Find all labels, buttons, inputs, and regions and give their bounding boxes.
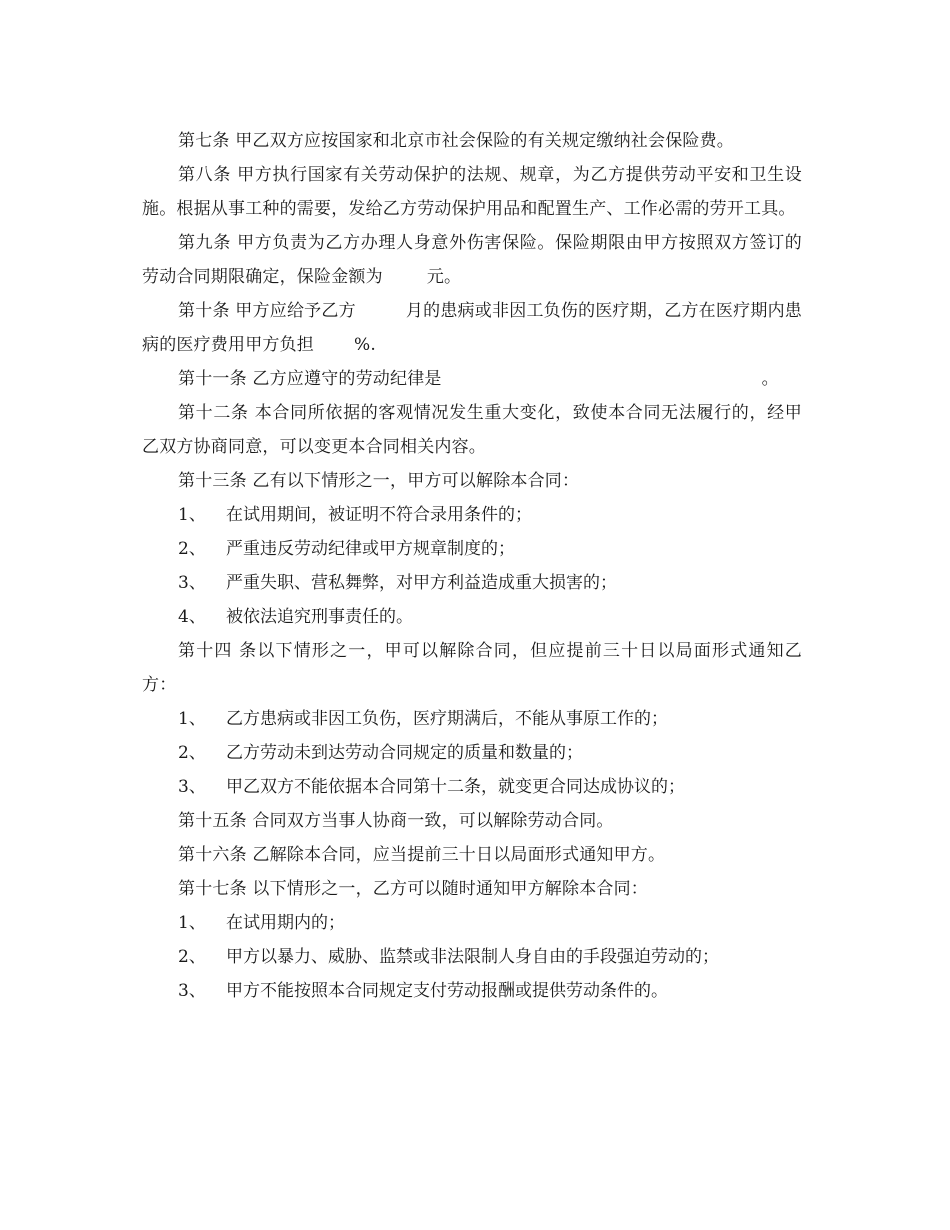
- list-item-number: 3、: [178, 573, 206, 593]
- list-item: [142, 566, 802, 600]
- list-item: [142, 498, 802, 532]
- list-item-text: 被依法追究刑事责任的。: [226, 607, 413, 627]
- list-item: [142, 532, 802, 566]
- list-item-text: 严重失职、营私舞弊，对甲方利益造成重大损害的；: [226, 573, 617, 593]
- article-11-end: 。: [761, 369, 779, 389]
- list-item-text: 严重违反劳动纪律或甲方规章制度的；: [226, 539, 515, 559]
- article-11-text: 第十一条 乙方应遵守的劳动纪律是: [178, 369, 442, 389]
- article-9: [142, 226, 802, 294]
- list-item-text: 在试用期内的；: [226, 913, 345, 933]
- list-item-text: 甲方以暴力、威胁、监禁或非法限制人身自由的手段强迫劳动的；: [226, 947, 719, 967]
- list-item-number: 2、: [178, 947, 206, 967]
- list-item: [142, 940, 802, 974]
- list-item-number: 1、: [178, 913, 206, 933]
- contract-body: [142, 124, 802, 1008]
- list-item-number: 2、: [178, 743, 206, 763]
- article-11: [142, 362, 802, 396]
- list-item: [142, 770, 802, 804]
- list-item-text: 在试用期间，被证明不符合录用条件的；: [226, 505, 532, 525]
- article-17-heading: 第十七条 以下情形之一，乙方可以随时通知甲方解除本合同：: [178, 879, 649, 899]
- list-item: [142, 736, 802, 770]
- article-16: 第十六条 乙解除本合同，应当提前三十日以局面形式通知甲方。: [178, 845, 666, 865]
- list-item-number: 3、: [178, 777, 206, 797]
- article-14-heading: 第十四 条以下情形之一，甲可以解除合同，但应提前三十日以局面形式通知乙方：: [142, 641, 802, 695]
- list-item: [142, 906, 802, 940]
- list-item-text: 乙方患病或非因工负伤，医疗期满后，不能从事原工作的；: [226, 709, 668, 729]
- article-10: [142, 294, 802, 362]
- article-8: 第八条 甲方执行国家有关劳动保护的法规、规章，为乙方提供劳动平安和卫生设施。根据从事工种的需要，发给乙方劳动保护用品和配置生产、工作必需的劳开工具。: [142, 165, 802, 219]
- list-item-text: 甲方不能按照本合同规定支付劳动报酬或提供劳动条件的。: [226, 981, 668, 1001]
- list-item: [142, 974, 802, 1008]
- list-item-text: 甲乙双方不能依据本合同第十二条，就变更合同达成协议的；: [226, 777, 685, 797]
- article-7: 第七条 甲乙双方应按国家和北京市社会保险的有关规定缴纳社会保险费。: [178, 131, 735, 151]
- list-item-number: 2、: [178, 539, 206, 559]
- article-13-heading: 第十三条 乙有以下情形之一，甲方可以解除本合同：: [178, 471, 580, 491]
- list-item-number: 1、: [178, 505, 206, 525]
- list-item-text: 乙方劳动未到达劳动合同规定的质量和数量的；: [226, 743, 583, 763]
- list-item-number: 4、: [178, 607, 206, 627]
- article-10-percent: %.: [354, 335, 376, 355]
- article-15: 第十五条 合同双方当事人协商一致，可以解除劳动合同。: [178, 811, 614, 831]
- list-item: [142, 600, 802, 634]
- article-9-text: 第九条 甲方负责为乙方办理人身意外伤害保险。保险期限由甲方按照双方签订的劳动合同期限确定，保险金额为: [142, 233, 802, 287]
- article-9-unit: 元。: [426, 267, 462, 287]
- article-12: 第十二条 本合同所依据的客观情况发生重大变化，致使本合同无法履行的，经甲乙双方协商同意，可以变更本合同相关内容。: [142, 403, 802, 457]
- list-item-number: 1、: [178, 709, 206, 729]
- list-item-number: 3、: [178, 981, 206, 1001]
- list-item: [142, 702, 802, 736]
- article-10-text: 第十条 甲方应给予乙方: [178, 301, 356, 321]
- article-10-middle: 月的患病或非因工负伤的医疗期，乙方在医疗期内患病的医疗费用甲方负担: [142, 301, 802, 355]
